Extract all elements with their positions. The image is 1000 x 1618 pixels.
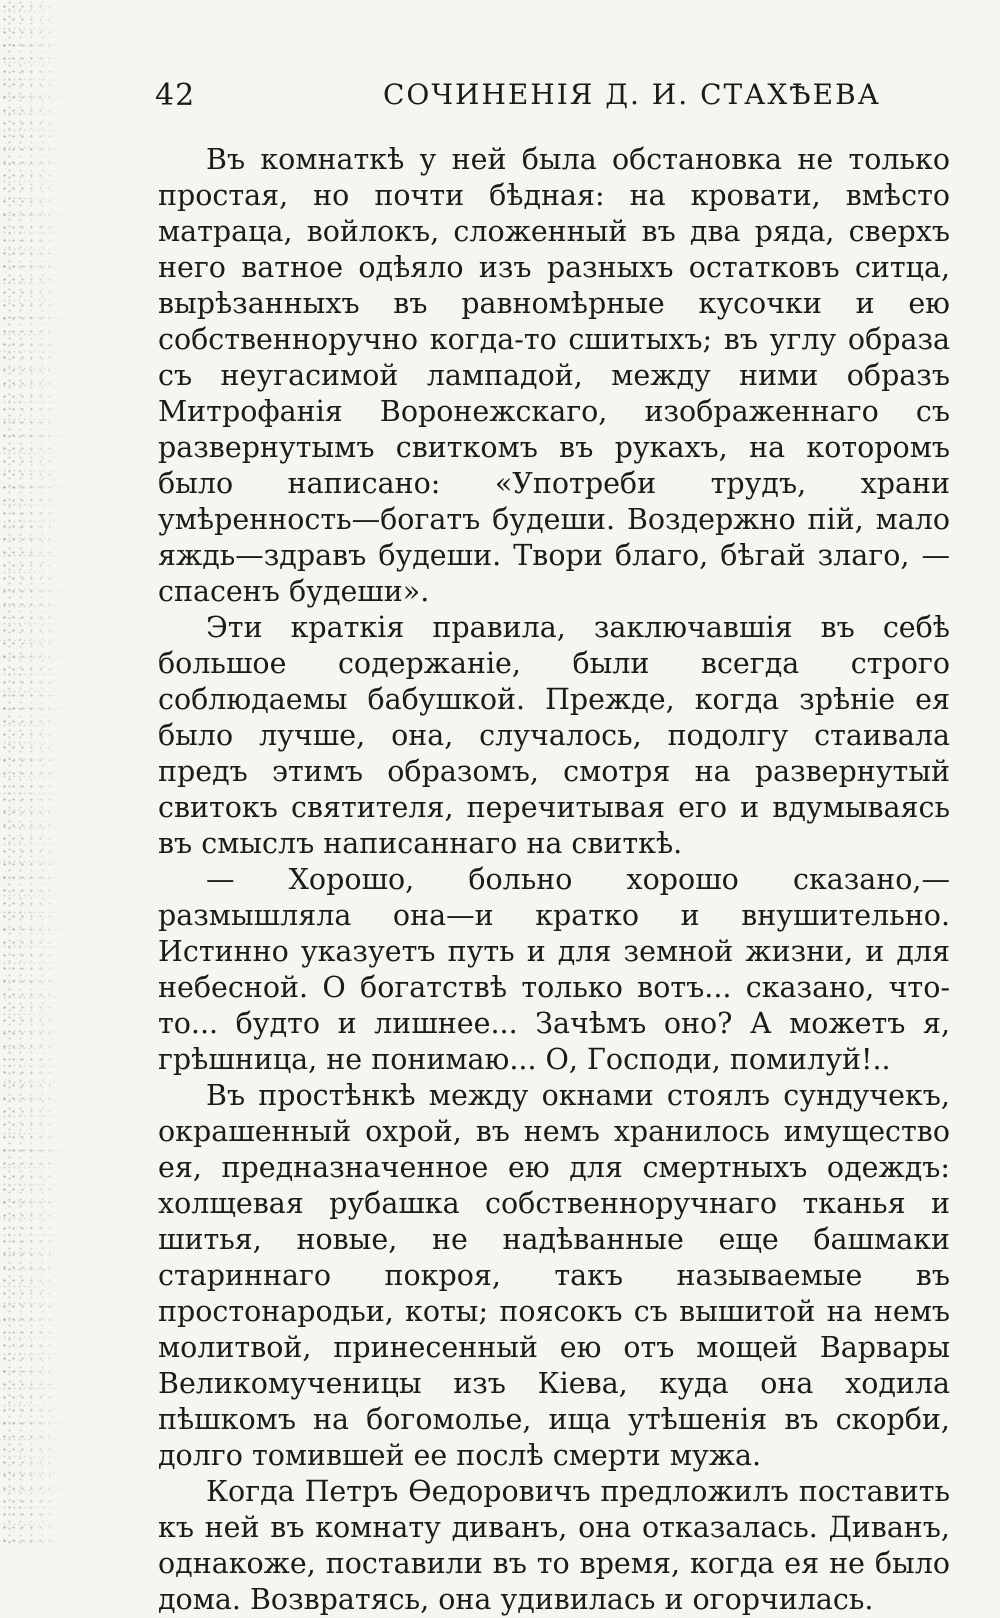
paragraph-sofa: Когда Петръ Ѳедоровичъ предложилъ поставить къ ней въ комнату диванъ, она отказалась. Диванъ, однакоже, поставили въ то время, когда ея не было дома. Возвратясь, она удивилась и огорчилась.	[158, 1475, 950, 1616]
running-title: СОЧИНЕНІЯ Д. И. СТАХѢЕВА	[383, 78, 881, 111]
paragraph-reflection: — Хорошо, больно хорошо сказано,—размышляла она—и кратко и внушительно. Истинно указуетъ путь и для земной жизни, и для небесной. О богатствѣ только вотъ... сказано, что-то... будто и лишнее... Зачѣмъ оно? А можетъ я, грѣшница, не понимаю... О, Господи, помилуй!..	[158, 863, 950, 1076]
scan-margin-speckle	[0, 0, 70, 1549]
body-text	[158, 142, 950, 1618]
page-number: 42	[155, 78, 196, 113]
paragraph-rules: Эти краткія правила, заключавшія въ себѣ большое содержаніе, были всегда строго соблюдаемы бабушкой. Прежде, когда зрѣніе ея было лучше, она, случалось, подолгу стаивала предъ этимъ образомъ, смотря на развернутый свитокъ святителя, перечитывая его и вдумываясь въ смыслъ написаннаго на свиткѣ.	[158, 611, 950, 860]
paragraph-chest: Въ простѣнкѣ между окнами стоялъ сундучекъ, окрашенный охрой, въ немъ хранилось имущество ея, предназначенное ею для смертныхъ одеждъ: холщевая рубашка собственноручнаго тканья и шитья, новые, не надѣванные еще башмаки стариннаго покроя, такъ называемые въ простонародьи, коты; поясокъ съ вышитой на немъ молитвой, принесенный ею отъ мощей Варвары Великомученицы изъ Кіева, куда она ходила пѣшкомъ на богомолье, ища утѣшенія въ скорби, долго томившей ее послѣ смерти мужа.	[158, 1079, 950, 1472]
paragraph-room-description: Въ комнаткѣ у ней была обстановка не только простая, но почти бѣдная: на кровати, вмѣсто матраца, войлокъ, сложенный въ два ряда, сверхъ него ватное одѣяло изъ разныхъ остатковъ ситца, вырѣзанныхъ въ равномѣрные кусочки и ею собственноручно когда-то сшитыхъ; въ углу образа съ неугасимой лампадой, между ними образъ Митрофанія Воронежскаго, изображеннаго съ развернутымъ свиткомъ въ рукахъ, на которомъ было написано: «Употреби трудъ, храни умѣренность—богатъ будеши. Воздержно пій, мало яждь—здравъ будеши. Твори благо, бѣгай злаго, — спасенъ будеши».	[158, 143, 950, 608]
page-header	[155, 78, 955, 118]
